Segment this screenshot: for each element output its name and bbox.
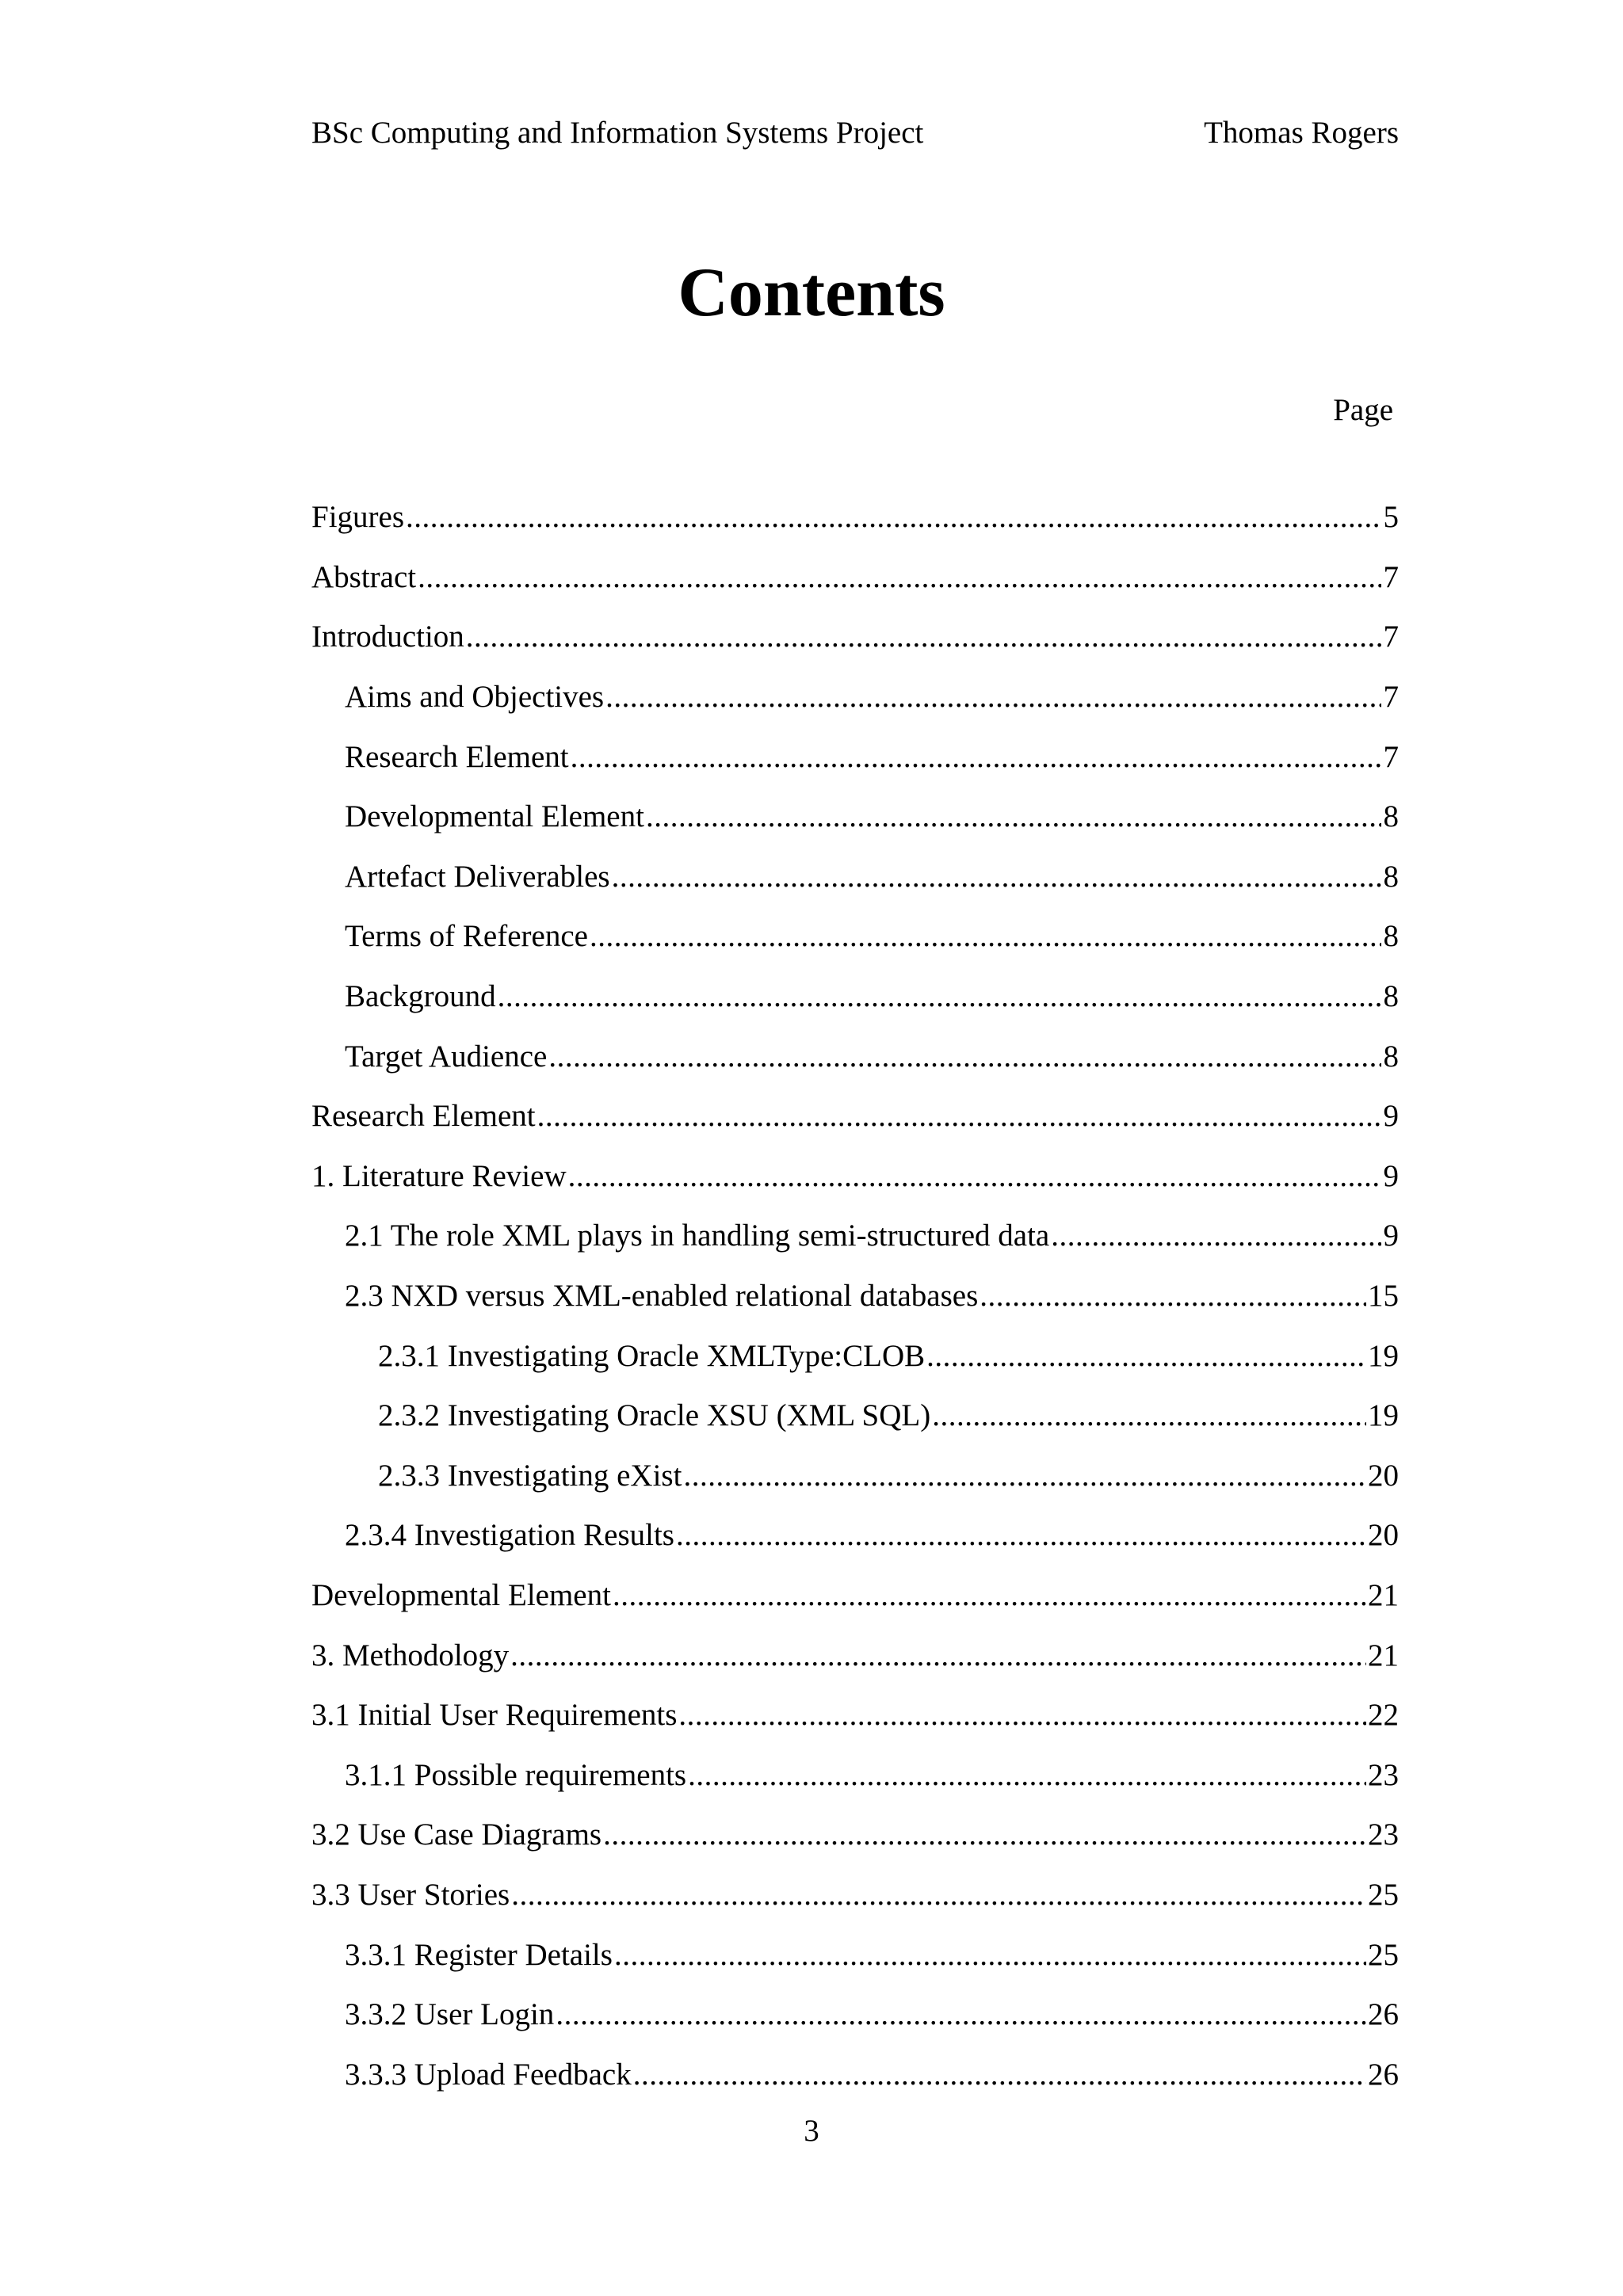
toc-entry-title: Aims and Objectives	[345, 680, 605, 715]
toc-entry[interactable]	[311, 1985, 1399, 2045]
toc-entry[interactable]	[311, 1026, 1399, 1086]
toc-entry-page-number: 9	[1383, 1219, 1399, 1253]
toc-entry-title: 3.3 User Stories	[311, 1877, 510, 1912]
page-column-label: Page	[1333, 393, 1393, 427]
toc-dot-leader	[571, 739, 1381, 775]
toc-dot-leader	[676, 1517, 1366, 1553]
toc-dot-leader	[678, 1697, 1366, 1733]
toc-entry-title: Research Element	[311, 1099, 536, 1134]
toc-dot-leader	[510, 1638, 1366, 1673]
toc-entry-title: 3.3.2 User Login	[345, 1997, 555, 2032]
toc-entry[interactable]	[311, 487, 1399, 547]
toc-dot-leader	[556, 1997, 1366, 2032]
toc-dot-leader	[932, 1398, 1366, 1433]
toc-entry-title: Abstract	[311, 559, 417, 594]
toc-entry-title: 3.3.1 Register Details	[345, 1937, 613, 1972]
toc-entry-page-number: 15	[1368, 1279, 1399, 1314]
toc-dot-leader	[612, 859, 1381, 894]
toc-entry-page-number: 21	[1368, 1577, 1399, 1612]
toc-entry-page-number: 8	[1383, 1039, 1399, 1074]
toc-entry-title: Target Audience	[345, 1039, 548, 1074]
toc-entry-title: Figures	[311, 500, 404, 535]
toc-entry-page-number: 22	[1368, 1698, 1399, 1733]
toc-entry-page-number: 9	[1383, 1099, 1399, 1134]
toc-entry[interactable]	[311, 1865, 1399, 1925]
toc-entry-title: 3. Methodology	[311, 1638, 510, 1672]
toc-entry[interactable]	[311, 2044, 1399, 2104]
toc-entry-title: Developmental Element	[345, 799, 644, 834]
toc-dot-leader	[614, 1937, 1366, 1973]
toc-entry[interactable]	[311, 607, 1399, 667]
toc-entry-title: 2.3.1 Investigating Oracle XMLType:CLOB	[378, 1338, 926, 1373]
toc-dot-leader	[633, 2057, 1366, 2092]
toc-entry[interactable]	[311, 906, 1399, 967]
toc-entry[interactable]	[311, 1685, 1399, 1745]
toc-entry-page-number: 9	[1383, 1158, 1399, 1193]
toc-dot-leader	[418, 559, 1381, 595]
toc-dot-leader	[605, 679, 1381, 715]
page-title: Contents	[678, 254, 945, 331]
toc-entry-title: 3.1 Initial User Requirements	[311, 1698, 678, 1733]
toc-entry-title: 3.2 Use Case Diagrams	[311, 1817, 602, 1852]
toc-entry-title: Research Element	[345, 739, 569, 774]
toc-entry-page-number: 25	[1368, 1937, 1399, 1972]
toc-entry[interactable]	[311, 1805, 1399, 1865]
toc-entry-title: Terms of Reference	[345, 919, 588, 954]
toc-entry[interactable]	[311, 1625, 1399, 1685]
toc-entry-title: 2.3.2 Investigating Oracle XSU (XML SQL)	[378, 1398, 931, 1433]
toc-entry-page-number: 7	[1383, 620, 1399, 654]
toc-entry[interactable]	[311, 1505, 1399, 1566]
toc-dot-leader	[926, 1338, 1366, 1374]
toc-entry-page-number: 7	[1383, 739, 1399, 774]
toc-entry[interactable]	[311, 1924, 1399, 1985]
toc-entry[interactable]	[311, 967, 1399, 1027]
toc-entry-title: Artefact Deliverables	[345, 859, 610, 894]
toc-entry-page-number: 5	[1383, 500, 1399, 535]
toc-entry-title: 3.1.1 Possible requirements	[345, 1757, 687, 1792]
toc-entry-page-number: 26	[1368, 2057, 1399, 2092]
toc-entry[interactable]	[311, 1386, 1399, 1446]
toc-dot-leader	[498, 978, 1381, 1014]
toc-dot-leader	[688, 1757, 1366, 1793]
toc-entry-page-number: 7	[1383, 680, 1399, 715]
toc-dot-leader	[980, 1278, 1366, 1314]
toc-entry-title: 3.3.3 Upload Feedback	[345, 2057, 632, 2092]
toc-entry[interactable]	[311, 1266, 1399, 1326]
page-number: 3	[804, 2114, 819, 2148]
toc-dot-leader	[590, 918, 1381, 954]
toc-entry[interactable]	[311, 1146, 1399, 1207]
toc-entry-page-number: 23	[1368, 1817, 1399, 1852]
toc-entry-title: Background	[345, 979, 496, 1014]
toc-dot-leader	[466, 619, 1381, 654]
toc-entry-title: 2.3.3 Investigating eXist	[378, 1458, 682, 1493]
toc-entry-title: 1. Literature Review	[311, 1158, 567, 1193]
toc-dot-leader	[613, 1577, 1366, 1613]
toc-entry[interactable]	[311, 787, 1399, 847]
toc-dot-leader	[548, 1039, 1381, 1074]
header-project-title: BSc Computing and Information Systems Project	[311, 116, 924, 150]
toc-entry-page-number: 8	[1383, 799, 1399, 834]
toc-dot-leader	[1051, 1218, 1381, 1253]
toc-entry[interactable]	[311, 1566, 1399, 1626]
toc-entry-title: 2.1 The role XML plays in handling semi-structured data	[345, 1219, 1050, 1253]
toc-dot-leader	[406, 499, 1381, 535]
toc-entry-title: 2.3.4 Investigation Results	[345, 1518, 674, 1553]
toc-dot-leader	[646, 799, 1381, 834]
toc-entry[interactable]	[311, 1086, 1399, 1146]
toc-entry[interactable]	[311, 727, 1399, 787]
toc-entry-page-number: 19	[1368, 1398, 1399, 1433]
toc-entry-page-number: 20	[1368, 1458, 1399, 1493]
toc-entry-page-number: 19	[1368, 1338, 1399, 1373]
header-author: Thomas Rogers	[1204, 116, 1399, 150]
toc-entry-page-number: 21	[1368, 1638, 1399, 1672]
toc-dot-leader	[603, 1817, 1366, 1852]
toc-entry[interactable]	[311, 667, 1399, 727]
toc-entry-page-number: 8	[1383, 919, 1399, 954]
toc-entry-page-number: 26	[1368, 1997, 1399, 2032]
toc-entry-page-number: 23	[1368, 1757, 1399, 1792]
toc-entry-page-number: 8	[1383, 979, 1399, 1014]
toc-dot-leader	[568, 1158, 1381, 1194]
toc-dot-leader	[683, 1458, 1366, 1493]
toc-entry[interactable]	[311, 1206, 1399, 1266]
toc-entry-page-number: 7	[1383, 559, 1399, 594]
toc-dot-leader	[537, 1098, 1381, 1134]
toc-entry-title: Developmental Element	[311, 1577, 611, 1612]
toc-entry[interactable]	[311, 1446, 1399, 1506]
toc-entry[interactable]	[311, 547, 1399, 608]
toc-entry-page-number: 20	[1368, 1518, 1399, 1553]
toc-dot-leader	[511, 1877, 1366, 1913]
toc-entry-page-number: 8	[1383, 859, 1399, 894]
toc-entry[interactable]	[311, 1745, 1399, 1805]
toc-entry[interactable]	[311, 1325, 1399, 1386]
toc-entry[interactable]	[311, 847, 1399, 907]
toc-entry-title: 2.3 NXD versus XML-enabled relational databases	[345, 1279, 979, 1314]
toc-entry-page-number: 25	[1368, 1877, 1399, 1912]
running-header	[311, 109, 1399, 157]
toc-entry-title: Introduction	[311, 620, 464, 654]
table-of-contents	[311, 487, 1399, 2104]
